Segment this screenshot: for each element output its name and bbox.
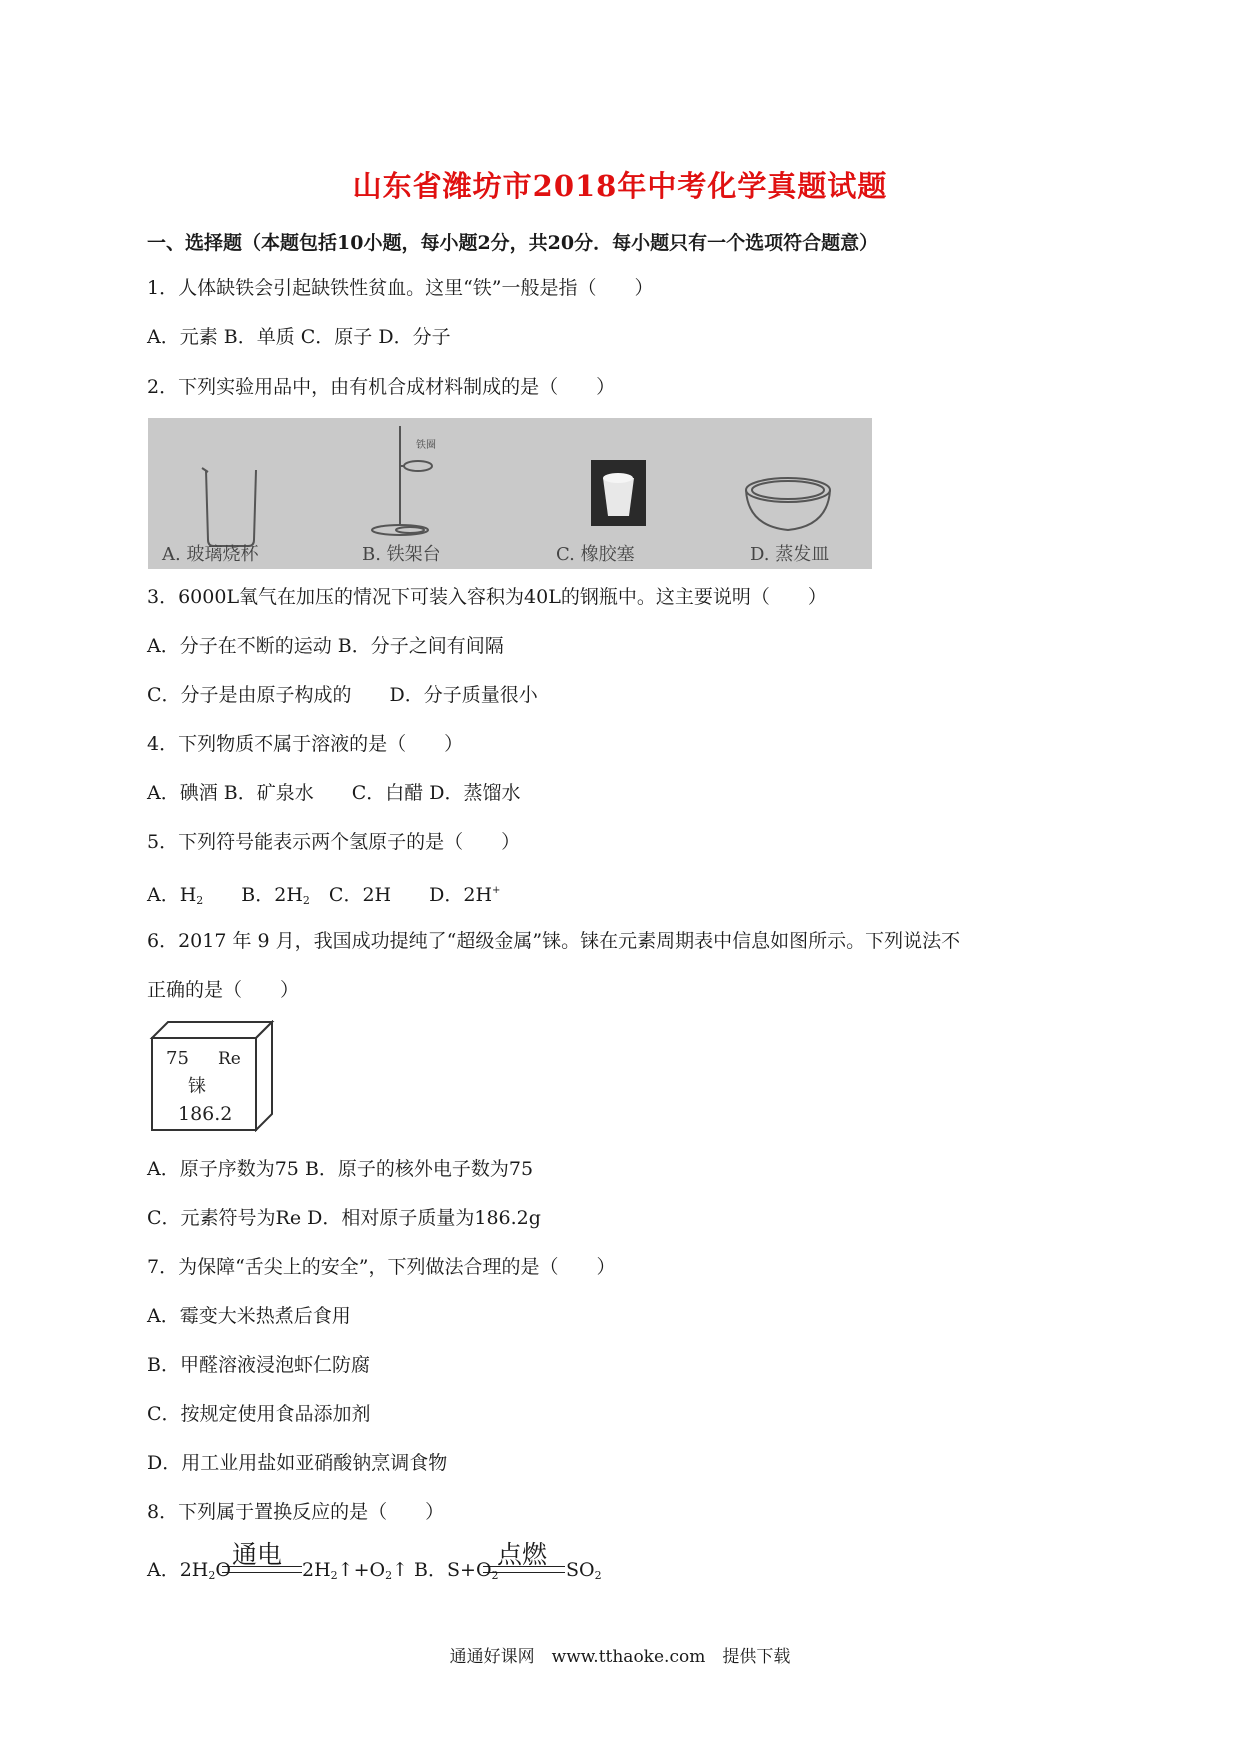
question-8-options-a-products (302, 1558, 499, 1588)
element-card-figure (148, 1020, 278, 1132)
question-8-options-b-product (566, 1558, 602, 1588)
question-1-options: A．元素 B．单质 C．原子 D．分子 (147, 326, 451, 348)
footer-source: 通通好课网 www.tthaoke.com 提供下载 (449, 1647, 791, 1667)
product-text: 2H (302, 1559, 331, 1581)
figure-label-b: B. 铁架台 (362, 544, 441, 565)
question-5-options (147, 879, 500, 913)
subscript: 2 (491, 1569, 499, 1582)
subscript: 2 (385, 1569, 393, 1582)
question-4-options: A．碘酒 B．矿泉水 C．白醋 D．蒸馏水 (147, 782, 521, 804)
question-7-stem: 7．为保障“舌尖上的安全”，下列做法合理的是（ ） (147, 1256, 616, 1278)
reaction-condition-a: 通电 (232, 1540, 283, 1569)
option-cd-text: C．2H D．2H (309, 884, 493, 906)
subscript: 2 (330, 1569, 338, 1582)
option-a-reactant: A．2H (147, 1559, 209, 1581)
figure-label-c: C. 橡胶塞 (556, 544, 635, 565)
question-7-option-b: B．甲醛溶液浸泡虾仁防腐 (147, 1354, 370, 1376)
question-5-stem: 5．下列符号能表示两个氢原子的是（ ） (147, 831, 521, 853)
rubber-stopper-icon (591, 460, 646, 526)
question-7-option-a: A．霉变大米热煮后食用 (147, 1305, 351, 1327)
section-heading: 一、选择题（本题包括10小题，每小题2分，共20分．每小题只有一个选项符合题意） (147, 232, 879, 254)
subscript: 2 (302, 894, 310, 907)
question-6-stem-line2: 正确的是（ ） (147, 979, 300, 1001)
product-text: ↑+O (337, 1559, 386, 1581)
product-text: SO (566, 1559, 595, 1581)
question-6-stem-line1: 6．2017 年 9 月，我国成功提纯了“超级金属”铼。铼在元素周期表中信息如图所示。下列说法不 (147, 930, 961, 952)
option-a-text: A．H (147, 884, 197, 906)
subscript: 2 (594, 1569, 602, 1582)
element-atomic-number: 75 (166, 1048, 189, 1069)
element-name: 铼 (188, 1076, 206, 1097)
element-mass: 186.2 (178, 1103, 233, 1125)
question-6-options-cd: C．元素符号为Re D．相对原子质量为186.2g (147, 1207, 541, 1229)
question-6-options-ab: A．原子序数为75 B．原子的核外电子数为75 (147, 1158, 534, 1180)
reaction-condition-b: 点燃 (497, 1540, 548, 1569)
question-8-options-a (147, 1558, 231, 1588)
subscript: 2 (196, 894, 204, 907)
subscript: 2 (208, 1569, 216, 1582)
iron-ring-tag: 铁圈 (416, 440, 436, 451)
page-title: 山东省潍坊市2018年中考化学真题试题 (352, 169, 888, 203)
question-3-options-cd: C．分子是由原子构成的 D．分子质量很小 (147, 684, 538, 706)
figure-label-d: D. 蒸发皿 (750, 544, 830, 565)
question-2-stem: 2．下列实验用品中，由有机合成材料制成的是（ ） (147, 376, 616, 398)
question-8-stem: 8．下列属于置换反应的是（ ） (147, 1501, 445, 1523)
question-7-option-c: C．按规定使用食品添加剂 (147, 1403, 371, 1425)
figure-label-a: A. 玻璃烧杯 (162, 544, 259, 565)
question-7-option-d: D．用工业用盐如亚硝酸钠烹调食物 (147, 1452, 448, 1474)
oxygen-symbol: O (215, 1559, 231, 1581)
option-b-text: B．2H (203, 884, 303, 906)
option-b-reactant: ↑ B．S+O (392, 1559, 492, 1581)
question-1-stem: 1．人体缺铁会引起缺铁性贫血。这里“铁”一般是指（ ） (147, 277, 654, 299)
equation-double-line-a (222, 1566, 302, 1573)
question-3-stem: 3．6000L氧气在加压的情况下可装入容积为40L的钢瓶中。这主要说明（ ） (147, 586, 827, 608)
lab-equipment-figure (148, 418, 872, 569)
question-3-options-ab: A．分子在不断的运动 B．分子之间有间隔 (147, 635, 504, 657)
superscript: + (492, 885, 501, 896)
element-symbol: Re (218, 1049, 241, 1069)
question-4-stem: 4．下列物质不属于溶液的是（ ） (147, 733, 464, 755)
